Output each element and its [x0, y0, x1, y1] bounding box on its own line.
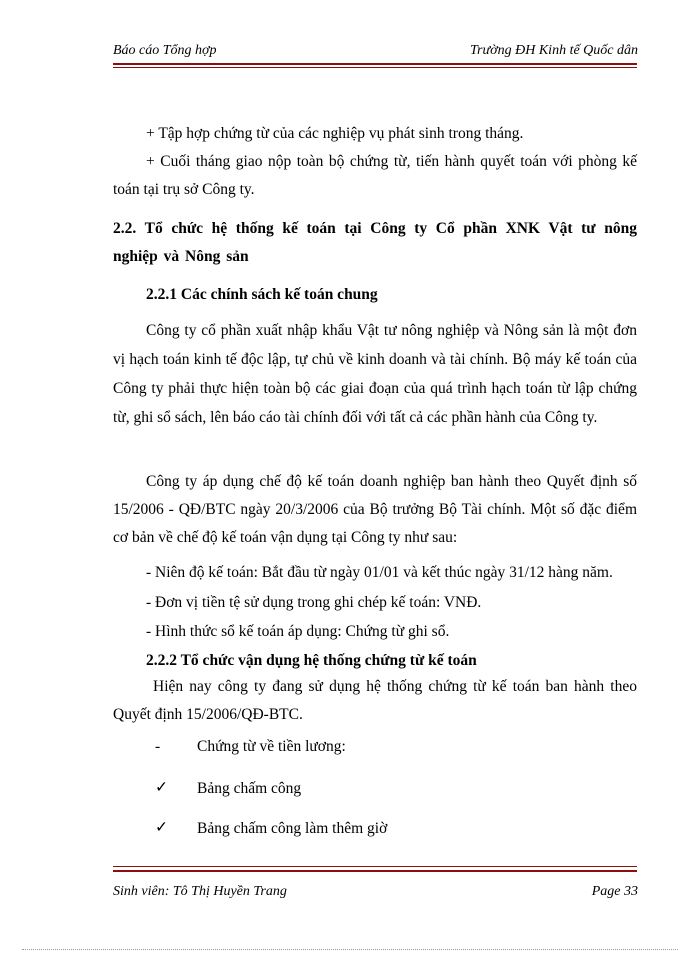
page-number: Page 33: [591, 884, 638, 899]
plus-item-2: + Cuối tháng giao nộp toàn bộ chứng từ, tiến hành quyết toán với phòng kế toán tại trụ sở Công ty.: [113, 153, 637, 198]
dash-item-fiscal-year: - Niên độ kế toán: Bắt đầu từ ngày 01/01 và kết thúc ngày 31/12 hàng năm.: [146, 564, 613, 581]
check-item-overtime-timesheet: Bảng chấm công làm thêm giờ: [197, 820, 388, 837]
list-item-salary-vouchers: Chứng từ về tiền lương:: [197, 738, 346, 755]
subsection-heading-2: 2.2.2 Tổ chức vận dụng hệ thống chứng từ kế toán: [146, 652, 477, 669]
dash-item-currency: - Đơn vị tiền tệ sử dụng trong ghi chép kế toán: VNĐ.: [146, 594, 482, 611]
section-heading: 2.2. Tổ chức hệ thống kế toán tại Công ty Cổ phần XNK Vật tư nông nghiệp và Nông sản: [113, 220, 637, 265]
plus-item-1: + Tập hợp chứng từ của các nghiệp vụ phát sinh trong tháng.: [146, 125, 524, 142]
header-left-text: Báo cáo Tổng hợp: [113, 43, 217, 58]
check-item-timesheet: Bảng chấm công: [197, 780, 302, 797]
list-dash-marker: -: [155, 738, 161, 755]
subsection-heading-1: 2.2.1 Các chính sách kế toán chung: [146, 286, 378, 303]
page-break-line: [22, 949, 678, 950]
header-rule: [113, 63, 637, 65]
footer-rule: [113, 870, 637, 872]
header-right-text: Trường ĐH Kinh tế Quốc dân: [470, 43, 638, 58]
footer-student-name: Sinh viên: Tô Thị Huyền Trang: [113, 884, 287, 899]
checkmark-icon: ✓: [155, 819, 168, 836]
paragraph-voucher-system: Hiện nay công ty đang sử dụng hệ thống chứng từ kế toán ban hành theo Quyết định 15/2006/QĐ-BTC.: [113, 678, 637, 723]
footer-rule-thin: [113, 866, 637, 867]
paragraph-accounting-policy: Công ty cổ phần xuất nhập khẩu Vật tư nông nghiệp và Nông sản là một đơn vị hạch toán kinh tế độc lập, tự chủ về kinh doanh và tài chính. Bộ máy kế toán của Công ty phải thực hiện toàn bộ các giai đoạn của quá trình hạch toán từ lập chứng từ, ghi sổ sách, lên báo cáo tài chính đối với tất cả các phần hành của Công ty.: [113, 322, 637, 426]
dash-item-ledger-form: - Hình thức sổ kế toán áp dụng: Chứng từ ghi sổ.: [146, 623, 450, 640]
checkmark-icon: ✓: [155, 779, 168, 796]
paragraph-accounting-regime: Công ty áp dụng chế độ kế toán doanh nghiệp ban hành theo Quyết định số 15/2006 - QĐ/BTC ngày 20/3/2006 của Bộ trưởng Bộ Tài chính. Một số đặc điểm cơ bản về chế độ kế toán vận dụng tại Công ty như sau:: [113, 473, 637, 546]
header-rule-thin: [113, 67, 637, 68]
